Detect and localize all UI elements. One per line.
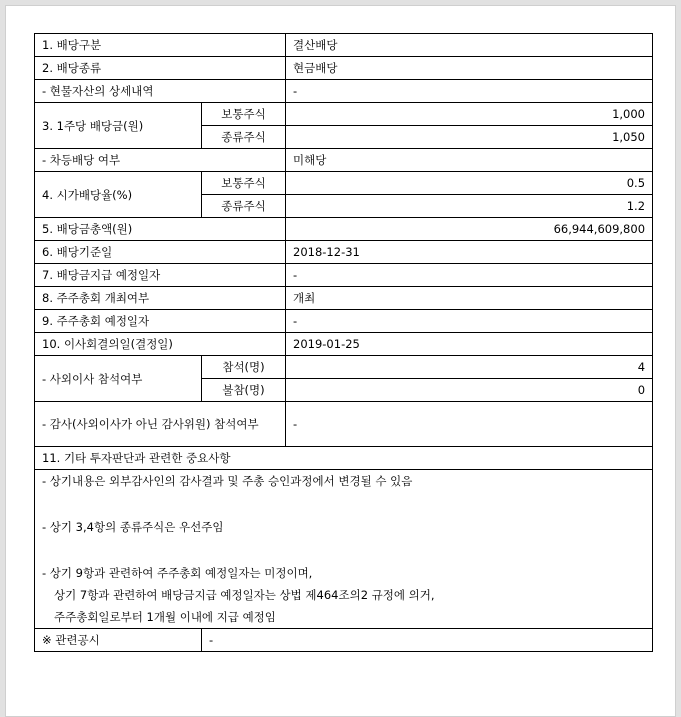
value-record-date: 2018-12-31 bbox=[286, 241, 653, 264]
value-dps-common: 1,000 bbox=[286, 103, 653, 126]
note-agm-date-tbd: - 상기 9항과 관련하여 주주총회 예정일자는 미정이며, bbox=[42, 566, 313, 580]
value-auditor-attendance: - bbox=[286, 402, 653, 447]
row-other-matters-notes bbox=[35, 470, 653, 629]
row-dividend-kind bbox=[35, 57, 653, 80]
sub-yield-preferred-stock: 종류주식 bbox=[202, 195, 286, 218]
value-agm-date: - bbox=[286, 310, 653, 333]
value-absent: 0 bbox=[286, 379, 653, 402]
row-yield-common bbox=[35, 172, 653, 195]
note-payment-deadline: 주주총회일로부터 1개월 이내에 지급 예정임 bbox=[54, 610, 276, 624]
value-related-disclosure: - bbox=[202, 629, 653, 652]
row-agm-date bbox=[35, 310, 653, 333]
value-payment-date: - bbox=[286, 264, 653, 287]
value-board-resolution-date: 2019-01-25 bbox=[286, 333, 653, 356]
dividend-disclosure-table bbox=[34, 33, 653, 652]
note-audit-change: - 상기내용은 외부감사인의 감사결과 및 주총 승인과정에서 변경될 수 있음 bbox=[42, 474, 413, 488]
label-record-date: 6. 배당기준일 bbox=[35, 241, 286, 264]
label-other-matters: 11. 기타 투자판단과 관련한 중요사항 bbox=[35, 447, 653, 470]
sub-preferred-stock: 종류주식 bbox=[202, 126, 286, 149]
value-differential-dividend: 미해당 bbox=[286, 149, 653, 172]
row-agm-held bbox=[35, 287, 653, 310]
row-other-matters-header bbox=[35, 447, 653, 470]
row-dividend-type bbox=[35, 34, 653, 57]
label-dividend-yield: 4. 시가배당율(%) bbox=[35, 172, 202, 218]
label-outside-directors: - 사외이사 참석여부 bbox=[35, 356, 202, 402]
value-dividend-kind: 현금배당 bbox=[286, 57, 653, 80]
value-yield-common: 0.5 bbox=[286, 172, 653, 195]
note-payment-basis: 상기 7항과 관련하여 배당금지급 예정일자는 상법 제464조의2 규정에 의거, bbox=[54, 588, 435, 602]
row-in-kind-detail bbox=[35, 80, 653, 103]
note-preferred-stock: - 상기 3,4항의 종류주식은 우선주임 bbox=[42, 520, 224, 534]
value-dividend-type: 결산배당 bbox=[286, 34, 653, 57]
label-total-dividend: 5. 배당금총액(원) bbox=[35, 218, 286, 241]
row-total-dividend bbox=[35, 218, 653, 241]
label-in-kind-detail: - 현물자산의 상세내역 bbox=[35, 80, 286, 103]
label-related-disclosure: ※ 관련공시 bbox=[35, 629, 202, 652]
label-dividend-kind: 2. 배당종류 bbox=[35, 57, 286, 80]
sub-absent: 불참(명) bbox=[202, 379, 286, 402]
value-agm-held: 개최 bbox=[286, 287, 653, 310]
row-differential-dividend bbox=[35, 149, 653, 172]
label-auditor-attendance: - 감사(사외이사가 아닌 감사위원) 참석여부 bbox=[35, 402, 286, 447]
value-present: 4 bbox=[286, 356, 653, 379]
label-differential-dividend: - 차등배당 여부 bbox=[35, 149, 286, 172]
notes-cell bbox=[35, 470, 653, 629]
row-outside-directors-present bbox=[35, 356, 653, 379]
label-payment-date: 7. 배당금지급 예정일자 bbox=[35, 264, 286, 287]
row-auditor-attendance bbox=[35, 402, 653, 447]
label-board-resolution-date: 10. 이사회결의일(결정일) bbox=[35, 333, 286, 356]
row-payment-date bbox=[35, 264, 653, 287]
document-sheet bbox=[5, 5, 676, 717]
value-dps-preferred: 1,050 bbox=[286, 126, 653, 149]
sub-common-stock: 보통주식 bbox=[202, 103, 286, 126]
row-record-date bbox=[35, 241, 653, 264]
value-in-kind-detail: - bbox=[286, 80, 653, 103]
label-dividend-type: 1. 배당구분 bbox=[35, 34, 286, 57]
value-yield-preferred: 1.2 bbox=[286, 195, 653, 218]
row-dps-common bbox=[35, 103, 653, 126]
value-total-dividend: 66,944,609,800 bbox=[286, 218, 653, 241]
sub-yield-common-stock: 보통주식 bbox=[202, 172, 286, 195]
label-agm-held: 8. 주주총회 개최여부 bbox=[35, 287, 286, 310]
row-related-disclosure bbox=[35, 629, 653, 652]
label-dividend-per-share: 3. 1주당 배당금(원) bbox=[35, 103, 202, 149]
sub-present: 참석(명) bbox=[202, 356, 286, 379]
label-agm-date: 9. 주주총회 예정일자 bbox=[35, 310, 286, 333]
row-board-resolution-date bbox=[35, 333, 653, 356]
